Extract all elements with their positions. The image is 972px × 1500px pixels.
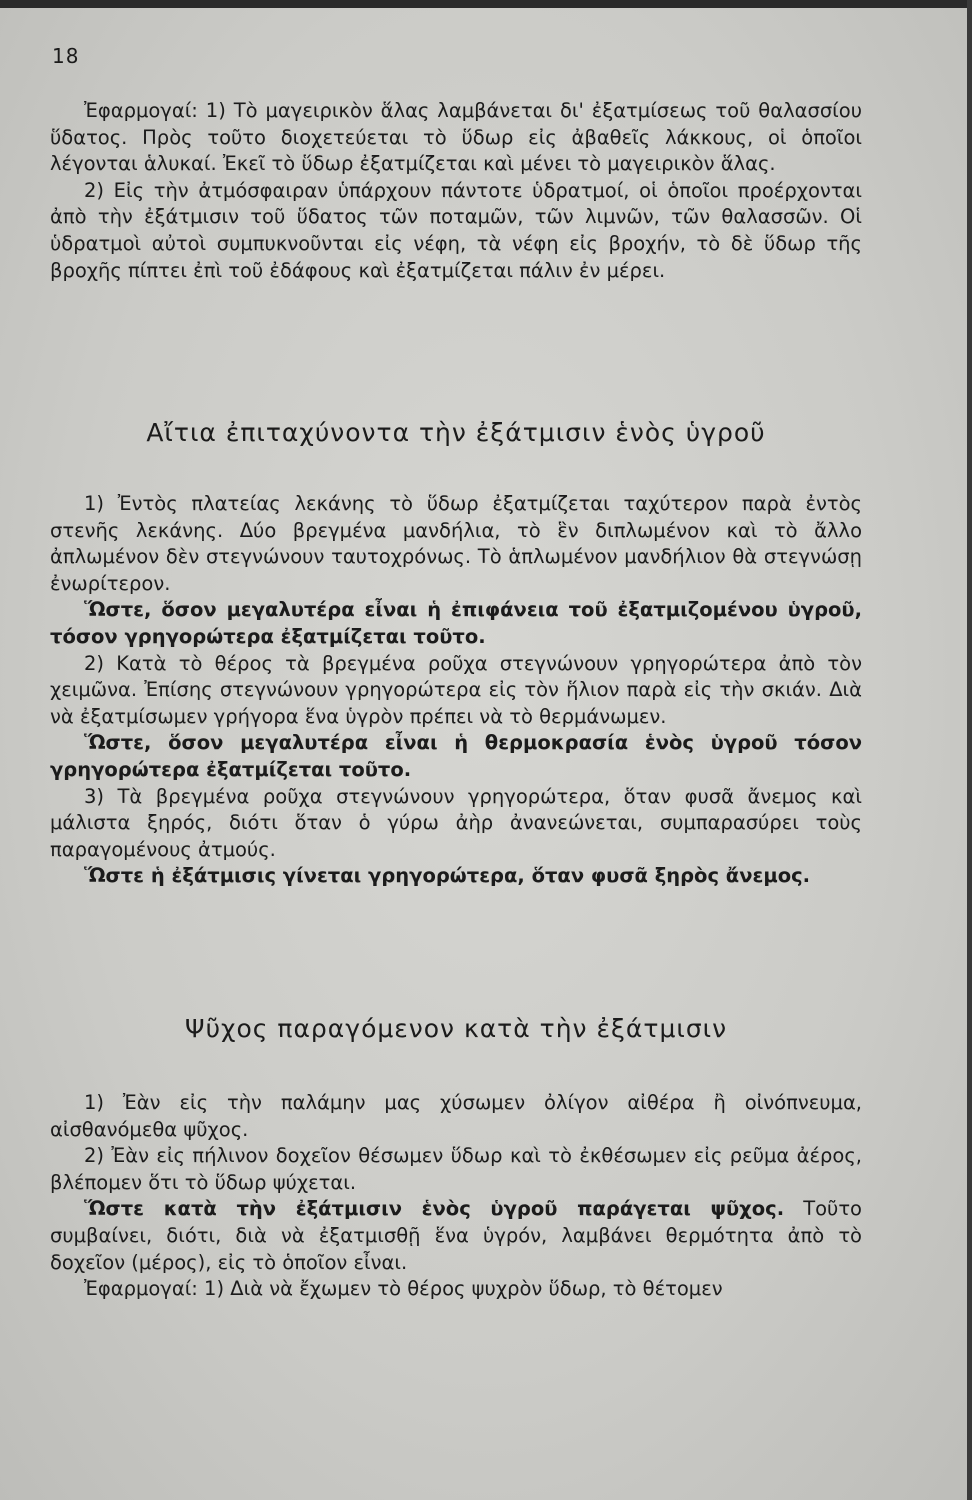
scan-top-edge xyxy=(0,0,972,8)
conclusion-cold-explanation: Τοῦτο συμβαίνει, διότι, διὰ νὰ ἐξατμισθῇ ἕνα ὑγρόν, λαμβάνει θερμότητα ἀπὸ τὸ δοχεῖον (μέρος), εἰς τὸ ὁποῖον εἶναι. xyxy=(50,1197,862,1274)
paragraph-surface: 1) Ἐντὸς πλατείας λεκάνης τὸ ὕδωρ ἐξατμίζεται ταχύτερον παρὰ ἐντὸς στενῆς λεκάνης. Δύο βρεγμένα μανδήλια, τὸ ἓν διπλωμένον καὶ τὸ ἄλλο ἀπλωμένον δὲν στεγνώνουν ταυτοχρόνως. Τὸ ἁπλωμένον μανδήλιον θὰ στεγνώσῃ ἐνωρίτερον. xyxy=(50,492,862,595)
conclusion-temperature: Ὥστε, ὅσον μεγαλυτέρα εἶναι ἡ θερμοκρασία ἑνὸς ὑγροῦ τόσον γρηγορώτερα ἐξατμίζεται τοῦτο. xyxy=(50,731,862,781)
paragraph-atmosphere: 2) Εἰς τὴν ἀτμόσφαιραν ὑπάρχουν πάντοτε ὑδρατμοί, οἱ ὁποῖοι προέρχονται ἀπὸ τὴν ἐξάτμισιν τοῦ ὕδατος τῶν ποταμῶν, τῶν λιμνῶν, τῶν θαλασσῶν. Οἱ ὑδρατμοὶ αὐτοὶ συμπυκνοῦνται εἰς νέφη, τὰ νέφη εἰς βροχήν, τὸ δὲ ὕδωρ τῆς βροχῆς πίπτει ἐπὶ τοῦ ἐδάφους καὶ ἐξατμίζεται πάλιν ἐν μέρει. xyxy=(50,178,862,282)
section-evaporation-factors xyxy=(50,491,862,890)
conclusion-wind: Ὥστε ἡ ἐξάτμισις γίνεται γρηγορώτερα, ὅταν φυσᾶ ξηρὸς ἄνεμος. xyxy=(84,864,811,888)
paragraph-cold-conclusion xyxy=(50,1196,862,1276)
paragraph-cold-applications: Ἐφαρμογαί: 1) Διὰ νὰ ἔχωμεν τὸ θέρος ψυχρὸν ὕδωρ, τὸ θέτομεν xyxy=(84,1277,723,1301)
section-cold-by-evaporation xyxy=(50,1090,862,1303)
conclusion-cold: Ὥστε κατὰ τὴν ἐξάτμισιν ἑνὸς ὑγροῦ παράγεται ψῦχος. xyxy=(84,1197,785,1221)
page-number: 18 xyxy=(52,44,80,68)
heading-cold-by-evaporation: Ψῦχος παραγόμενον κατὰ τὴν ἐξάτμισιν xyxy=(184,1014,728,1043)
paragraph-ether: 1) Ἐὰν εἰς τὴν παλάμην μας χύσωμεν ὀλίγον αἰθέρα ἢ οἰνόπνευμα, αἰσθανόμεθα ψῦχος. xyxy=(50,1091,862,1141)
scan-right-edge xyxy=(967,0,972,1500)
paragraph-temperature: 2) Κατὰ τὸ θέρος τὰ βρεγμένα ροῦχα στεγνώνουν γρηγορώτερα ἀπὸ τὸν χειμῶνα. Ἐπίσης στεγνώνουν γρηγορώτερα εἰς τὸν ἥλιον παρὰ εἰς τὴν σκιάν. Διὰ νὰ ἐξατμίσωμεν γρήγορα ἕνα ὑγρὸν πρέπει νὰ τὸ θερμάνωμεν. xyxy=(50,651,862,728)
paragraph-clay-vessel: 2) Ἐὰν εἰς πήλινον δοχεῖον θέσωμεν ὕδωρ καὶ τὸ ἐκθέσωμεν εἰς ρεῦμα ἀέρος, βλέπομεν ὅτι τὸ ὕδωρ ψύχεται. xyxy=(50,1144,862,1194)
conclusion-surface: Ὥστε, ὅσον μεγαλυτέρα εἶναι ἡ ἐπιφάνεια τοῦ ἐξατμιζομένου ὑγροῦ, τόσον γρηγορώτερα ἐξατμίζεται τοῦτο. xyxy=(50,598,862,648)
paragraph-applications: Ἐφαρμογαί: 1) Τὸ μαγειρικὸν ἅλας λαμβάνεται δι' ἐξατμίσεως τοῦ θαλασσίου ὕδατος. Πρὸς τοῦτο διοχετεύεται τὸ ὕδωρ εἰς ἀβαθεῖς λάκκους, οἱ ὁποῖοι λέγονται ἁλυκαί. Ἐκεῖ τὸ ὕδωρ ἐξατμίζεται καὶ μένει τὸ μαγειρικὸν ἅλας. xyxy=(50,99,862,176)
heading-evaporation-factors: Αἴτια ἐπιταχύνοντα τὴν ἐξάτμισιν ἑνὸς ὑγροῦ xyxy=(146,418,766,447)
section-applications xyxy=(50,98,862,284)
paragraph-wind: 3) Τὰ βρεγμένα ροῦχα στεγνώνουν γρηγορώτερα, ὅταν φυσᾶ ἄνεμος καὶ μάλιστα ξηρός, διότι ὅταν ὁ γύρω ἀὴρ ἀνανεώνεται, συμπαρασύρει τοὺς παραγομένους ἀτμούς. xyxy=(50,784,862,861)
